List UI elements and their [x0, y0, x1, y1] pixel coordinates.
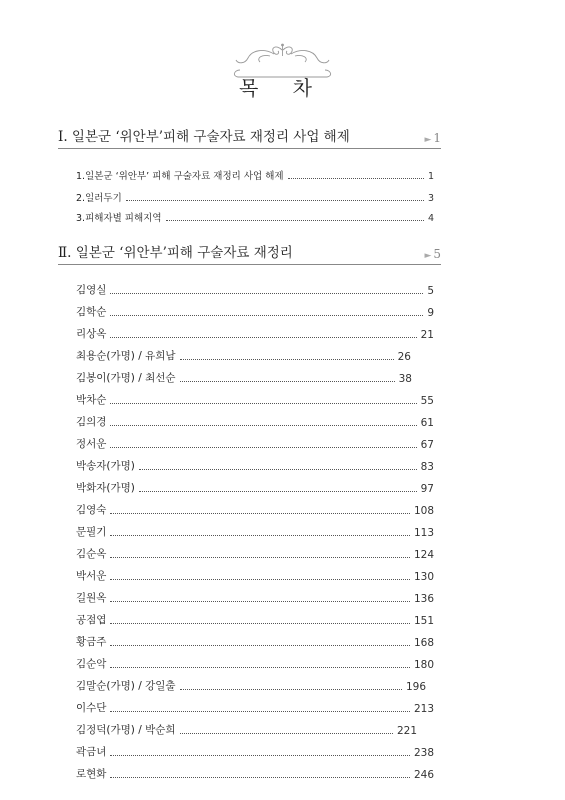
toc-entry-page: 83	[420, 461, 434, 473]
dot-leader	[180, 381, 395, 382]
dot-leader	[110, 535, 410, 536]
toc-entry[interactable]	[76, 677, 426, 693]
toc-entry-label: 김봉이(가명) / 최선순	[76, 372, 176, 384]
dot-leader	[110, 755, 410, 756]
toc-entry-label: 박서운	[76, 570, 107, 582]
toc-entry[interactable]	[76, 699, 434, 715]
toc-entry[interactable]	[76, 501, 434, 517]
section-title: Ⅰ. 일본군 ‘위안부’피해 구술자료 재정리 사업 해제	[58, 129, 350, 145]
dot-leader	[110, 513, 410, 514]
dot-leader	[110, 777, 410, 778]
toc-entry-label: 김순옥	[76, 548, 107, 560]
toc-entry[interactable]	[76, 545, 434, 561]
toc-entry-page: 151	[413, 615, 434, 627]
toc-entry-label: 이수단	[76, 702, 107, 714]
arrow-right-icon: ►	[424, 135, 432, 145]
dot-leader	[166, 220, 424, 221]
dot-leader	[110, 337, 416, 338]
toc-entry-label: 김말순(가명) / 강일출	[76, 680, 176, 692]
toc-entry-page: 221	[396, 725, 417, 737]
toc-entry-page: 9	[427, 307, 434, 319]
toc-entry-page: 61	[420, 417, 434, 429]
toc-entry-page: 113	[413, 527, 434, 539]
toc-entry-label: 박차순	[76, 394, 107, 406]
toc-entry-label: 길원옥	[76, 592, 107, 604]
toc-entry-page: 180	[413, 659, 434, 671]
section-header	[58, 126, 441, 149]
toc-entry-label: 곽금녀	[76, 746, 107, 758]
toc-entry[interactable]	[76, 188, 434, 204]
toc-entry[interactable]	[76, 281, 434, 297]
toc-entry-page: 130	[413, 571, 434, 583]
toc-entry-label: 박화자(가명)	[76, 482, 135, 494]
toc-entry[interactable]	[76, 435, 434, 451]
toc-entry-page: 21	[420, 329, 434, 341]
toc-entry-label: 정서운	[76, 438, 107, 450]
toc-entry[interactable]	[76, 523, 434, 539]
toc-entry-page: 3	[427, 193, 434, 204]
toc-entry[interactable]	[76, 611, 434, 627]
toc-entry-label: 황금주	[76, 636, 107, 648]
dot-leader	[110, 623, 410, 624]
toc-entry[interactable]	[76, 765, 434, 781]
toc-entry-page: 108	[413, 505, 434, 517]
toc-entry-page: 5	[427, 285, 434, 297]
dot-leader	[110, 579, 410, 580]
toc-entry-label: 1.일본군 ‘위안부’ 피해 구술자료 재정리 사업 해제	[76, 171, 284, 182]
toc-entry-label: 김학순	[76, 306, 107, 318]
toc-entry[interactable]	[76, 567, 434, 583]
dot-leader	[110, 667, 410, 668]
dot-leader	[180, 359, 394, 360]
toc-entry-label: 김영숙	[76, 504, 107, 516]
page-title: 목 차	[239, 76, 326, 100]
toc-entry-label: 박송자(가명)	[76, 460, 135, 472]
toc-entry[interactable]	[76, 369, 412, 385]
section-header	[58, 242, 441, 265]
toc-entry[interactable]	[76, 391, 434, 407]
toc-entry-page: 38	[398, 373, 412, 385]
toc-entry[interactable]	[76, 479, 434, 495]
dot-leader	[110, 425, 416, 426]
dot-leader	[110, 447, 416, 448]
toc-entry-label: 김순악	[76, 658, 107, 670]
toc-entry-label: 로현화	[76, 768, 107, 780]
toc-entry[interactable]	[76, 347, 411, 363]
dot-leader	[110, 645, 410, 646]
toc-entry-page: 196	[405, 681, 426, 693]
toc-entry-page: 238	[413, 747, 434, 759]
toc-entry-label: 최용순(가명) / 유희남	[76, 350, 176, 362]
toc-entry-label: 공점엽	[76, 614, 107, 626]
toc-entry-page: 26	[397, 351, 411, 363]
dot-leader	[110, 601, 410, 602]
toc-entry-page: 136	[413, 593, 434, 605]
dot-leader	[110, 557, 410, 558]
toc-entry[interactable]	[76, 457, 434, 473]
toc-entry[interactable]	[76, 633, 434, 649]
toc-entry[interactable]	[76, 655, 434, 671]
toc-entry[interactable]	[76, 303, 434, 319]
dot-leader	[288, 178, 424, 179]
toc-entry-page: 213	[413, 703, 434, 715]
toc-entry[interactable]	[76, 208, 434, 224]
toc-entry-label: 김정덕(가명) / 박순희	[76, 724, 176, 736]
toc-entry[interactable]	[76, 413, 434, 429]
toc-entry-page: 246	[413, 769, 434, 781]
toc-entry-label: 김의경	[76, 416, 107, 428]
toc-entry-page: 97	[420, 483, 434, 495]
dot-leader	[180, 733, 393, 734]
dot-leader	[110, 711, 410, 712]
toc-entry-label: 김영실	[76, 284, 107, 296]
dot-leader	[139, 469, 417, 470]
dot-leader	[110, 293, 423, 294]
toc-entry[interactable]	[76, 721, 417, 737]
toc-entry-page: 67	[420, 439, 434, 451]
toc-entry[interactable]	[76, 166, 434, 182]
section-page: ► 5	[424, 247, 441, 261]
toc-entry-page: 1	[427, 171, 434, 182]
toc-entry[interactable]	[76, 325, 434, 341]
arrow-right-icon: ►	[424, 251, 432, 261]
toc-entry[interactable]	[76, 743, 434, 759]
toc-entry-page: 124	[413, 549, 434, 561]
toc-entry-label: 문필기	[76, 526, 107, 538]
section-page: ► 1	[424, 131, 441, 145]
toc-entry-page: 4	[427, 213, 434, 224]
toc-entry-label: 3.피해자별 피해지역	[76, 213, 162, 224]
dot-leader	[126, 200, 424, 201]
toc-entry-label: 2.일러두기	[76, 193, 122, 204]
dot-leader	[110, 403, 416, 404]
toc-entry-page: 55	[420, 395, 434, 407]
toc-entry-page: 168	[413, 637, 434, 649]
toc-entry-label: 리상옥	[76, 328, 107, 340]
section-title: Ⅱ. 일본군 ‘위안부’피해 구술자료 재정리	[58, 245, 293, 261]
dot-leader	[110, 315, 423, 316]
dot-leader	[180, 689, 402, 690]
dot-leader	[139, 491, 417, 492]
toc-entry[interactable]	[76, 589, 434, 605]
